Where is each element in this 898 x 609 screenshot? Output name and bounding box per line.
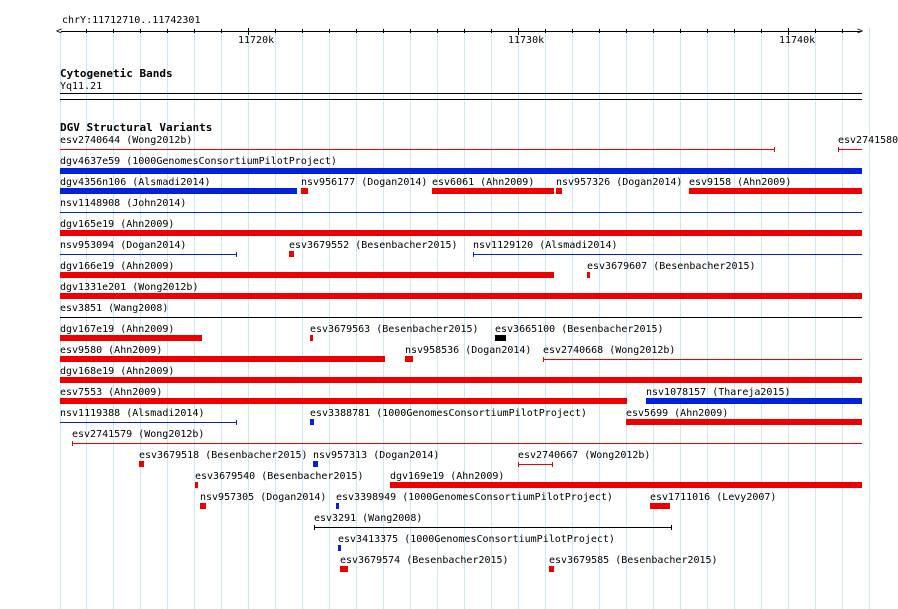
ruler-tick [572,29,573,33]
dgv-feature-label[interactable]: dgv169e19 (Ahn2009) [390,471,505,482]
dgv-feature-label[interactable]: esv3679574 (Besenbacher2015) [340,555,509,566]
grid-line [869,28,870,609]
dgv-feature-bar[interactable] [60,188,297,194]
grid-line [653,28,654,609]
dgv-feature-bar[interactable] [195,482,198,488]
dgv-feature-bar[interactable] [60,377,862,383]
ruler-tick [329,29,330,33]
dgv-feature-bar[interactable] [60,422,236,423]
dgv-feature-bar[interactable] [60,398,627,404]
dgv-feature-endcap [543,357,544,362]
dgv-feature-endcap [838,147,839,152]
dgv-feature-bar[interactable] [301,188,308,194]
dgv-feature-label[interactable]: esv2741579 (Wong2012b) [72,429,205,440]
dgv-feature-label[interactable]: esv3398949 (1000GenomesConsortiumPilotProject) [336,492,613,503]
dgv-feature-label[interactable]: esv3413375 (1000GenomesConsortiumPilotProject) [338,534,615,545]
dgv-feature-bar[interactable] [495,335,506,341]
dgv-feature-bar[interactable] [518,464,552,465]
dgv-feature-label[interactable]: esv7553 (Ahn2009) [60,387,163,398]
dgv-feature-label[interactable]: nsv957326 (Dogan2014) [556,177,683,188]
ruler-tick [518,28,519,35]
grid-line [626,28,627,609]
dgv-feature-endcap [518,462,519,467]
dgv-feature-label[interactable]: nsv1148908 (John2014) [60,198,187,209]
grid-line [140,28,141,609]
dgv-feature-label[interactable]: dgv166e19 (Ahn2009) [60,261,175,272]
dgv-feature-label[interactable]: esv3291 (Wang2008) [314,513,423,524]
grid-line [86,28,87,609]
cytoband-label: Yq11.21 [60,81,103,92]
dgv-feature-endcap [72,441,73,446]
dgv-feature-bar[interactable] [405,356,413,362]
dgv-feature-endcap [774,147,775,152]
ruler-tick [410,29,411,33]
ruler-tick-label-11730k: 11730k [508,35,545,46]
dgv-feature-bar[interactable] [432,188,554,194]
dgv-feature-endcap [236,420,237,425]
ruler-tick [626,29,627,33]
grid-line [572,28,573,609]
cytoband-line-bottom [60,99,862,100]
dgv-feature-label[interactable]: nsv957305 (Dogan2014) [200,492,327,503]
dgv-feature-bar[interactable] [314,527,671,528]
ruler-tick [680,29,681,33]
ruler-tick [383,29,384,33]
grid-line [815,28,816,609]
dgv-feature-label[interactable]: dgv168e19 (Ahn2009) [60,366,175,377]
grid-line [707,28,708,609]
dgv-feature-bar[interactable] [60,149,774,150]
dgv-feature-bar[interactable] [60,230,862,236]
dgv-feature-bar[interactable] [60,335,202,341]
cytoband-line-top [60,93,862,94]
grid-line [491,28,492,609]
ruler-tick [194,29,195,33]
grid-line [788,28,789,609]
dgv-feature-label[interactable]: esv2741580 [838,135,898,146]
dgv-feature-bar[interactable] [549,566,554,572]
ruler-tick [653,29,654,33]
dgv-feature-label[interactable]: nsv957313 (Dogan2014) [313,450,440,461]
grid-line [167,28,168,609]
dgv-track-title[interactable]: DGV Structural Variants [60,121,213,134]
ruler-tick [545,29,546,33]
dgv-feature-bar[interactable] [139,461,144,467]
dgv-feature-label[interactable]: esv5699 (Ahn2009) [626,408,729,419]
grid-line [842,28,843,609]
dgv-feature-label[interactable]: esv2740667 (Wong2012b) [518,450,651,461]
ruler-tick [356,29,357,33]
dgv-feature-label[interactable]: esv3679518 (Besenbacher2015) [139,450,308,461]
ruler-tick [815,29,816,33]
grid-line [761,28,762,609]
dgv-feature-label[interactable]: esv2740644 (Wong2012b) [60,135,193,146]
dgv-feature-bar[interactable] [650,503,670,509]
dgv-feature-label[interactable]: esv9158 (Ahn2009) [689,177,792,188]
dgv-feature-bar[interactable] [689,188,862,194]
dgv-feature-bar[interactable] [310,419,314,425]
dgv-feature-label[interactable]: esv3851 (Wang2008) [60,303,169,314]
dgv-feature-label[interactable]: dgv165e19 (Ahn2009) [60,219,175,230]
dgv-feature-bar[interactable] [60,212,862,213]
dgv-feature-bar[interactable] [336,503,339,509]
ruler-range-label: chrY:11712710..11742301 [62,15,201,26]
ruler-tick [275,29,276,33]
cytoband-track-title[interactable]: Cytogenetic Bands [60,67,173,80]
ruler-tick [437,29,438,33]
dgv-feature-label[interactable]: dgv167e19 (Ahn2009) [60,324,175,335]
dgv-feature-bar[interactable] [543,359,862,360]
dgv-feature-label[interactable]: nsv956177 (Dogan2014) [301,177,428,188]
ruler-tick [302,29,303,33]
grid-line [302,28,303,609]
grid-line [221,28,222,609]
dgv-feature-bar[interactable] [838,149,862,150]
grid-line [545,28,546,609]
grid-line [113,28,114,609]
dgv-feature-label[interactable]: esv3679563 (Besenbacher2015) [310,324,479,335]
ruler-tick-label-11720k: 11720k [238,35,275,46]
grid-line [734,28,735,609]
dgv-feature-bar[interactable] [587,272,590,278]
ruler-tick [464,29,465,33]
dgv-feature-bar[interactable] [473,254,862,255]
ruler-right-arrow-icon: > [857,26,864,37]
dgv-feature-bar[interactable] [313,461,318,467]
dgv-feature-label[interactable]: nsv1078157 (Thareja2015) [646,387,791,398]
dgv-feature-bar[interactable] [60,168,862,174]
dgv-feature-label[interactable]: esv3679552 (Besenbacher2015) [289,240,458,251]
dgv-feature-label[interactable]: esv3679585 (Besenbacher2015) [549,555,718,566]
dgv-feature-label[interactable]: esv3388781 (1000GenomesConsortiumPilotProject) [310,408,587,419]
dgv-feature-bar[interactable] [200,503,206,509]
dgv-feature-label[interactable]: nsv953094 (Dogan2014) [60,240,187,251]
ruler-tick [842,29,843,33]
ruler-tick [761,29,762,33]
ruler-axis [61,31,861,32]
ruler-tick-label-11740k: 11740k [779,35,816,46]
grid-line [518,28,519,609]
grid-line [599,28,600,609]
ruler-tick [707,29,708,33]
dgv-feature-bar[interactable] [310,335,313,341]
dgv-feature-bar[interactable] [72,443,862,444]
grid-line [194,28,195,609]
grid-line [60,28,61,609]
ruler-tick [734,29,735,33]
dgv-feature-label[interactable]: esv3665100 (Besenbacher2015) [495,324,664,335]
dgv-feature-bar[interactable] [646,398,862,404]
dgv-feature-bar[interactable] [390,482,862,488]
ruler-tick [140,29,141,33]
dgv-feature-endcap [314,525,315,530]
grid-line [248,28,249,609]
ruler-left-arrow-icon: < [56,26,63,37]
dgv-feature-bar[interactable] [556,188,562,194]
dgv-feature-bar[interactable] [340,566,348,572]
ruler-tick [221,29,222,33]
dgv-feature-label[interactable]: dgv1331e201 (Wong2012b) [60,282,199,293]
dgv-feature-label[interactable]: dgv4637e59 (1000GenomesConsortiumPilotProject) [60,156,337,167]
grid-line [464,28,465,609]
dgv-feature-bar[interactable] [60,254,236,255]
dgv-feature-label[interactable]: esv1711016 (Levy2007) [650,492,777,503]
dgv-feature-endcap [473,252,474,257]
dgv-feature-bar[interactable] [60,293,862,299]
grid-line [680,28,681,609]
dgv-feature-label[interactable]: esv9580 (Ahn2009) [60,345,163,356]
dgv-feature-endcap [236,252,237,257]
ruler-tick [788,28,789,35]
dgv-feature-bar[interactable] [60,317,862,318]
dgv-feature-label[interactable]: nsv958536 (Dogan2014) [405,345,532,356]
dgv-feature-bar[interactable] [338,545,341,551]
ruler-tick [86,29,87,33]
dgv-feature-bar[interactable] [626,419,862,425]
grid-line [437,28,438,609]
ruler-tick [167,29,168,33]
dgv-feature-label[interactable]: esv2740668 (Wong2012b) [543,345,676,356]
dgv-feature-endcap [552,462,553,467]
dgv-feature-label[interactable]: esv3679540 (Besenbacher2015) [195,471,364,482]
dgv-feature-label[interactable]: esv3679607 (Besenbacher2015) [587,261,756,272]
ruler-tick [599,29,600,33]
dgv-feature-label[interactable]: nsv1129120 (Alsmadi2014) [473,240,618,251]
ruler-tick [248,28,249,35]
dgv-feature-bar[interactable] [60,272,554,278]
dgv-feature-label[interactable]: esv6061 (Ahn2009) [432,177,535,188]
dgv-feature-endcap [671,525,672,530]
dgv-feature-label[interactable]: nsv1119388 (Alsmadi2014) [60,408,205,419]
ruler-tick [113,29,114,33]
grid-line [275,28,276,609]
dgv-feature-bar[interactable] [60,356,385,362]
dgv-feature-label[interactable]: dgv4356n106 (Alsmadi2014) [60,177,211,188]
dgv-feature-bar[interactable] [289,251,294,257]
ruler-tick [491,29,492,33]
